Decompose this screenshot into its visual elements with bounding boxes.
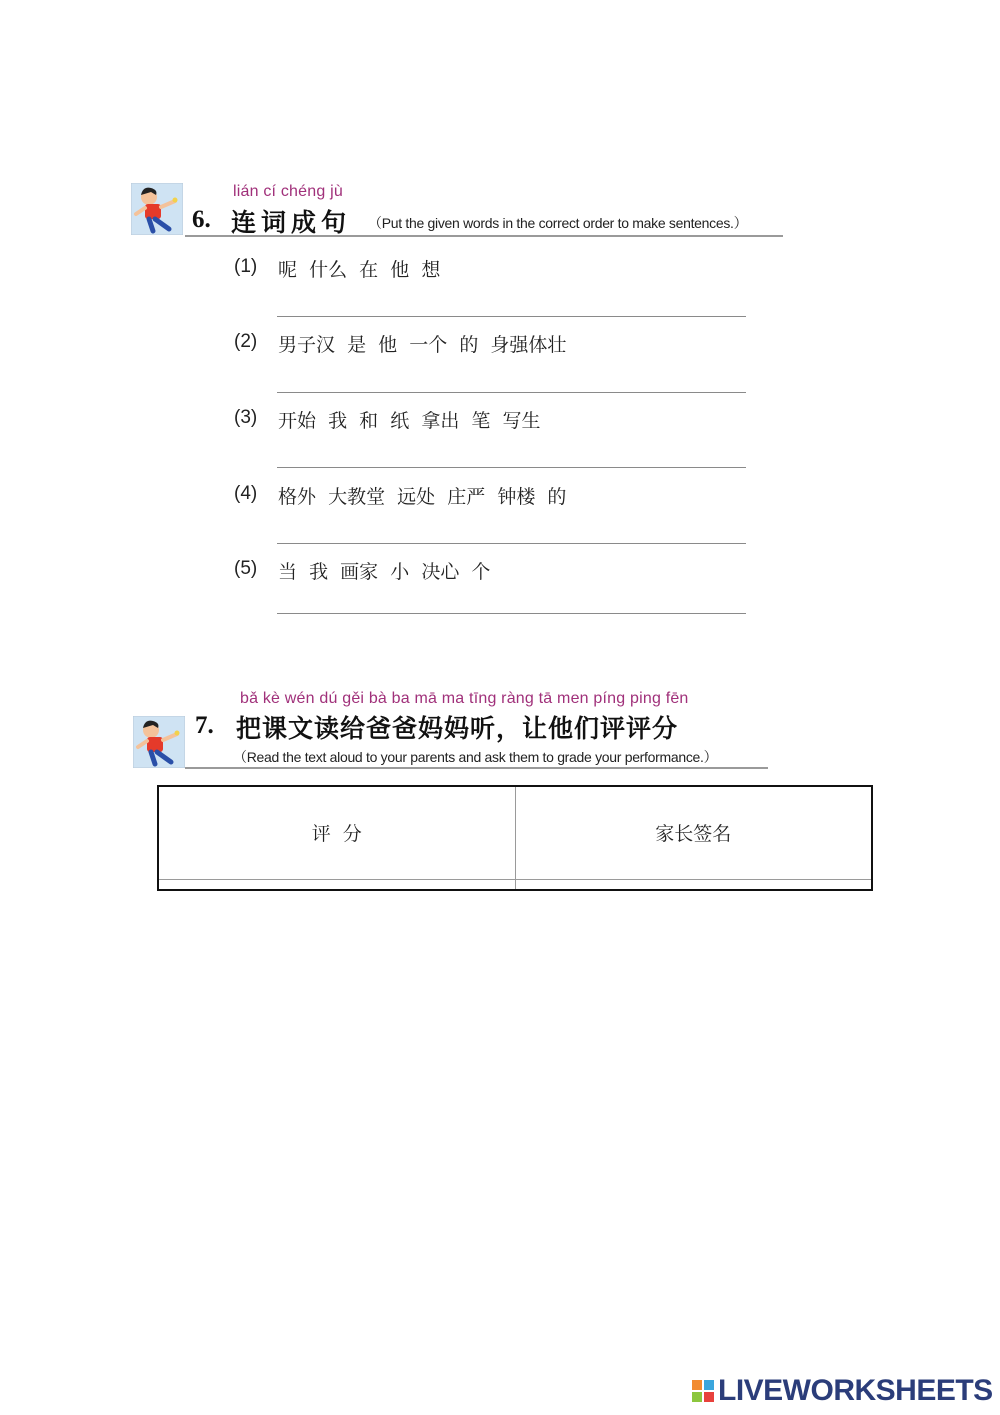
table-row xyxy=(158,879,872,890)
boy-flying-icon xyxy=(131,183,183,235)
boy-flying-icon xyxy=(133,716,185,768)
section-7-pinyin: bǎ kè wén dú gěi bà ba mā ma tīng ràng tā men píng ping fēn xyxy=(240,690,689,707)
section-7-title: 把课文读给爸爸妈妈听，让他们评评分 xyxy=(236,714,679,743)
section-6-number: 6. xyxy=(192,206,211,233)
section-7-number: 7. xyxy=(195,712,214,739)
score-cell[interactable] xyxy=(158,879,515,890)
section-6-title: 连词成句 xyxy=(231,208,352,237)
question-1-number: (1) xyxy=(234,256,258,277)
question-2-answer-line[interactable] xyxy=(277,392,746,393)
liveworksheets-logo-icon xyxy=(692,1380,714,1402)
liveworksheets-logo-text: LIVEWORKSHEETS xyxy=(718,1374,993,1407)
question-2-number: (2) xyxy=(234,331,258,352)
section-6-pinyin: lián cí chéng jù xyxy=(233,183,343,200)
question-5-answer-line[interactable] xyxy=(277,613,746,614)
section-7-instruction: （Read the text aloud to your parents and ask them to grade your performance.） xyxy=(233,749,718,765)
question-1-answer-line[interactable] xyxy=(277,316,746,317)
question-4-answer-line[interactable] xyxy=(277,543,746,544)
signature-cell[interactable] xyxy=(515,879,872,890)
question-3-words: 开始 我 和 纸 拿出 笔 写生 xyxy=(278,410,541,432)
section-6-instruction: （Put the given words in the correct order to make sentences.） xyxy=(368,215,748,231)
table-header-row xyxy=(158,786,872,879)
section-7-rule xyxy=(185,767,768,769)
question-3-number: (3) xyxy=(234,407,258,428)
header-score: 评 分 xyxy=(158,786,515,879)
question-4-number: (4) xyxy=(234,483,258,504)
grading-table xyxy=(157,785,873,891)
liveworksheets-logo xyxy=(692,1376,993,1406)
question-3-answer-line[interactable] xyxy=(277,467,746,468)
section-6-rule xyxy=(185,235,783,237)
question-5-words: 当 我 画家 小 决心 个 xyxy=(278,561,491,583)
question-4-words: 格外 大教堂 远处 庄严 钟楼 的 xyxy=(278,486,567,508)
question-1-words: 呢 什么 在 他 想 xyxy=(278,259,441,281)
question-5-number: (5) xyxy=(234,558,258,579)
header-parent-signature: 家长签名 xyxy=(515,786,872,879)
question-2-words: 男子汉 是 他 一个 的 身强体壮 xyxy=(278,334,567,356)
